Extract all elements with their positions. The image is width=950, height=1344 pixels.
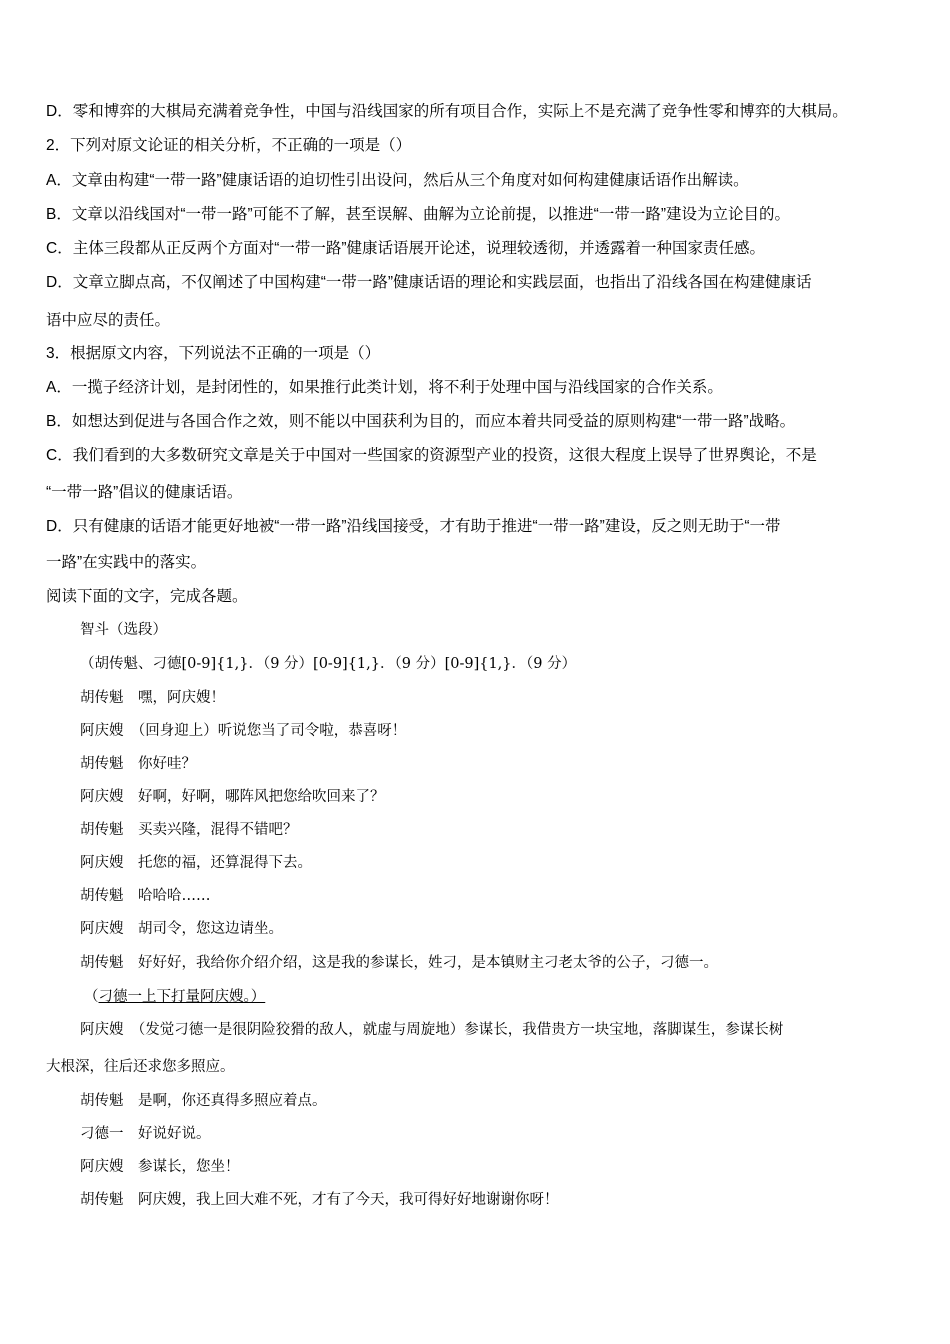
stage-direction-text: 刁德一上下打量阿庆嫂。）: [98, 989, 266, 1005]
dialogue-line-long-2: 大根深，往后还求您多照应。: [46, 1059, 235, 1075]
dialogue-line: 胡传魁 是啊，你还真得多照应着点。: [80, 1093, 327, 1109]
dialogue-line: 胡传魁 阿庆嫂，我上回大难不死，才有了今天，我可得好好地谢谢你呀！: [80, 1192, 559, 1208]
q3-option-d-line1: D．只有健康的话语才能更好地被“一带一路”沿线国接受，才有助于推进“一带一路”建设，反之则无助于“一带: [46, 518, 781, 535]
stage-direction: [84, 987, 265, 1007]
q3-option-d-line2: 一路”在实践中的落实。: [46, 554, 207, 571]
q2-option-c: C．主体三段都从正反两个方面对“一带一路”健康话语展开论述，说理较透彻，并透露着一种国家责任感。: [46, 240, 766, 257]
dialogue-line: 胡传魁 嘿，阿庆嫂！: [80, 690, 225, 706]
dialogue-line: 胡传魁 买卖兴隆，混得不错吧？: [80, 822, 298, 838]
play-title: 智斗（选段）: [80, 622, 167, 638]
dialogue-line: 阿庆嫂 （回身迎上）听说您当了司令啦，恭喜呀！: [80, 723, 407, 739]
dialogue-line-long-1: 阿庆嫂 （发觉刁德一是很阴险狡猾的敌人，就虚与周旋地）参谋长，我借贵方一块宝地，落脚谋生，参谋长树: [80, 1022, 784, 1038]
dialogue-line: 阿庆嫂 好啊，好啊，哪阵风把您给吹回来了？: [80, 789, 385, 805]
q2-option-d-line2: 语中应尽的责任。: [46, 312, 171, 329]
dialogue-line: 胡传魁 好好好，我给你介绍介绍，这是我的参谋长，姓刁，是本镇财主刁老太爷的公子，刁德一。: [80, 955, 718, 971]
q3-option-a: A．一揽子经济计划，是封闭性的，如果推行此类计划，将不利于处理中国与沿线国家的合作关系。: [46, 379, 723, 396]
q3-option-c-line1: C．我们看到的大多数研究文章是关于中国对一些国家的资源型产业的投资，这很大程度上误导了世界舆论，不是: [46, 447, 817, 464]
q3-option-c-line2: “一带一路”倡议的健康话语。: [46, 484, 243, 501]
reading-intro: 阅读下面的文字，完成各题。: [46, 588, 248, 605]
q2-stem: 2．下列对原文论证的相关分析，不正确的一项是（）: [46, 137, 412, 154]
dialogue-line: 胡传魁 你好哇？: [80, 756, 196, 772]
q3-stem: 3．根据原文内容，下列说法不正确的一项是（）: [46, 345, 381, 362]
q1-option-d: D．零和博弈的大棋局充满着竞争性，中国与沿线国家的所有项目合作，实际上不是充满了竞争性零和博弈的大棋局。: [46, 103, 848, 120]
q3-option-b: B．如想达到促进与各国合作之效，则不能以中国获利为目的，而应本着共同受益的原则构建“一带一路”战略。: [46, 413, 796, 430]
q2-option-b: B．文章以沿线国对“一带一路”可能不了解，甚至误解、曲解为立论前提，以推进“一带一路”建设为立论目的。: [46, 206, 790, 223]
q2-option-a: A．文章由构建“一带一路”健康话语的迫切性引出设问，然后从三个角度对如何构建健康话语作出解读。: [46, 172, 749, 189]
dialogue-line: 阿庆嫂 参谋长，您坐！: [80, 1159, 240, 1175]
dialogue-line: 阿庆嫂 胡司令，您这边请坐。: [80, 921, 283, 937]
play-roles: （胡传魁、刁德[0-9]{1,}．（9 分）[0-9]{1,}．（9 分）[0-9]{1,}．（9 分）: [80, 656, 577, 672]
stage-direction-paren: （: [84, 989, 99, 1005]
dialogue-line: 阿庆嫂 托您的福，还算混得下去。: [80, 855, 312, 871]
q2-option-d-line1: D．文章立脚点高，不仅阐述了中国构建“一带一路”健康话语的理论和实践层面，也指出了沿线各国在构建健康话: [46, 274, 812, 291]
dialogue-line: 刁德一 好说好说。: [80, 1126, 211, 1142]
dialogue-line: 胡传魁 哈哈哈……: [80, 888, 211, 904]
